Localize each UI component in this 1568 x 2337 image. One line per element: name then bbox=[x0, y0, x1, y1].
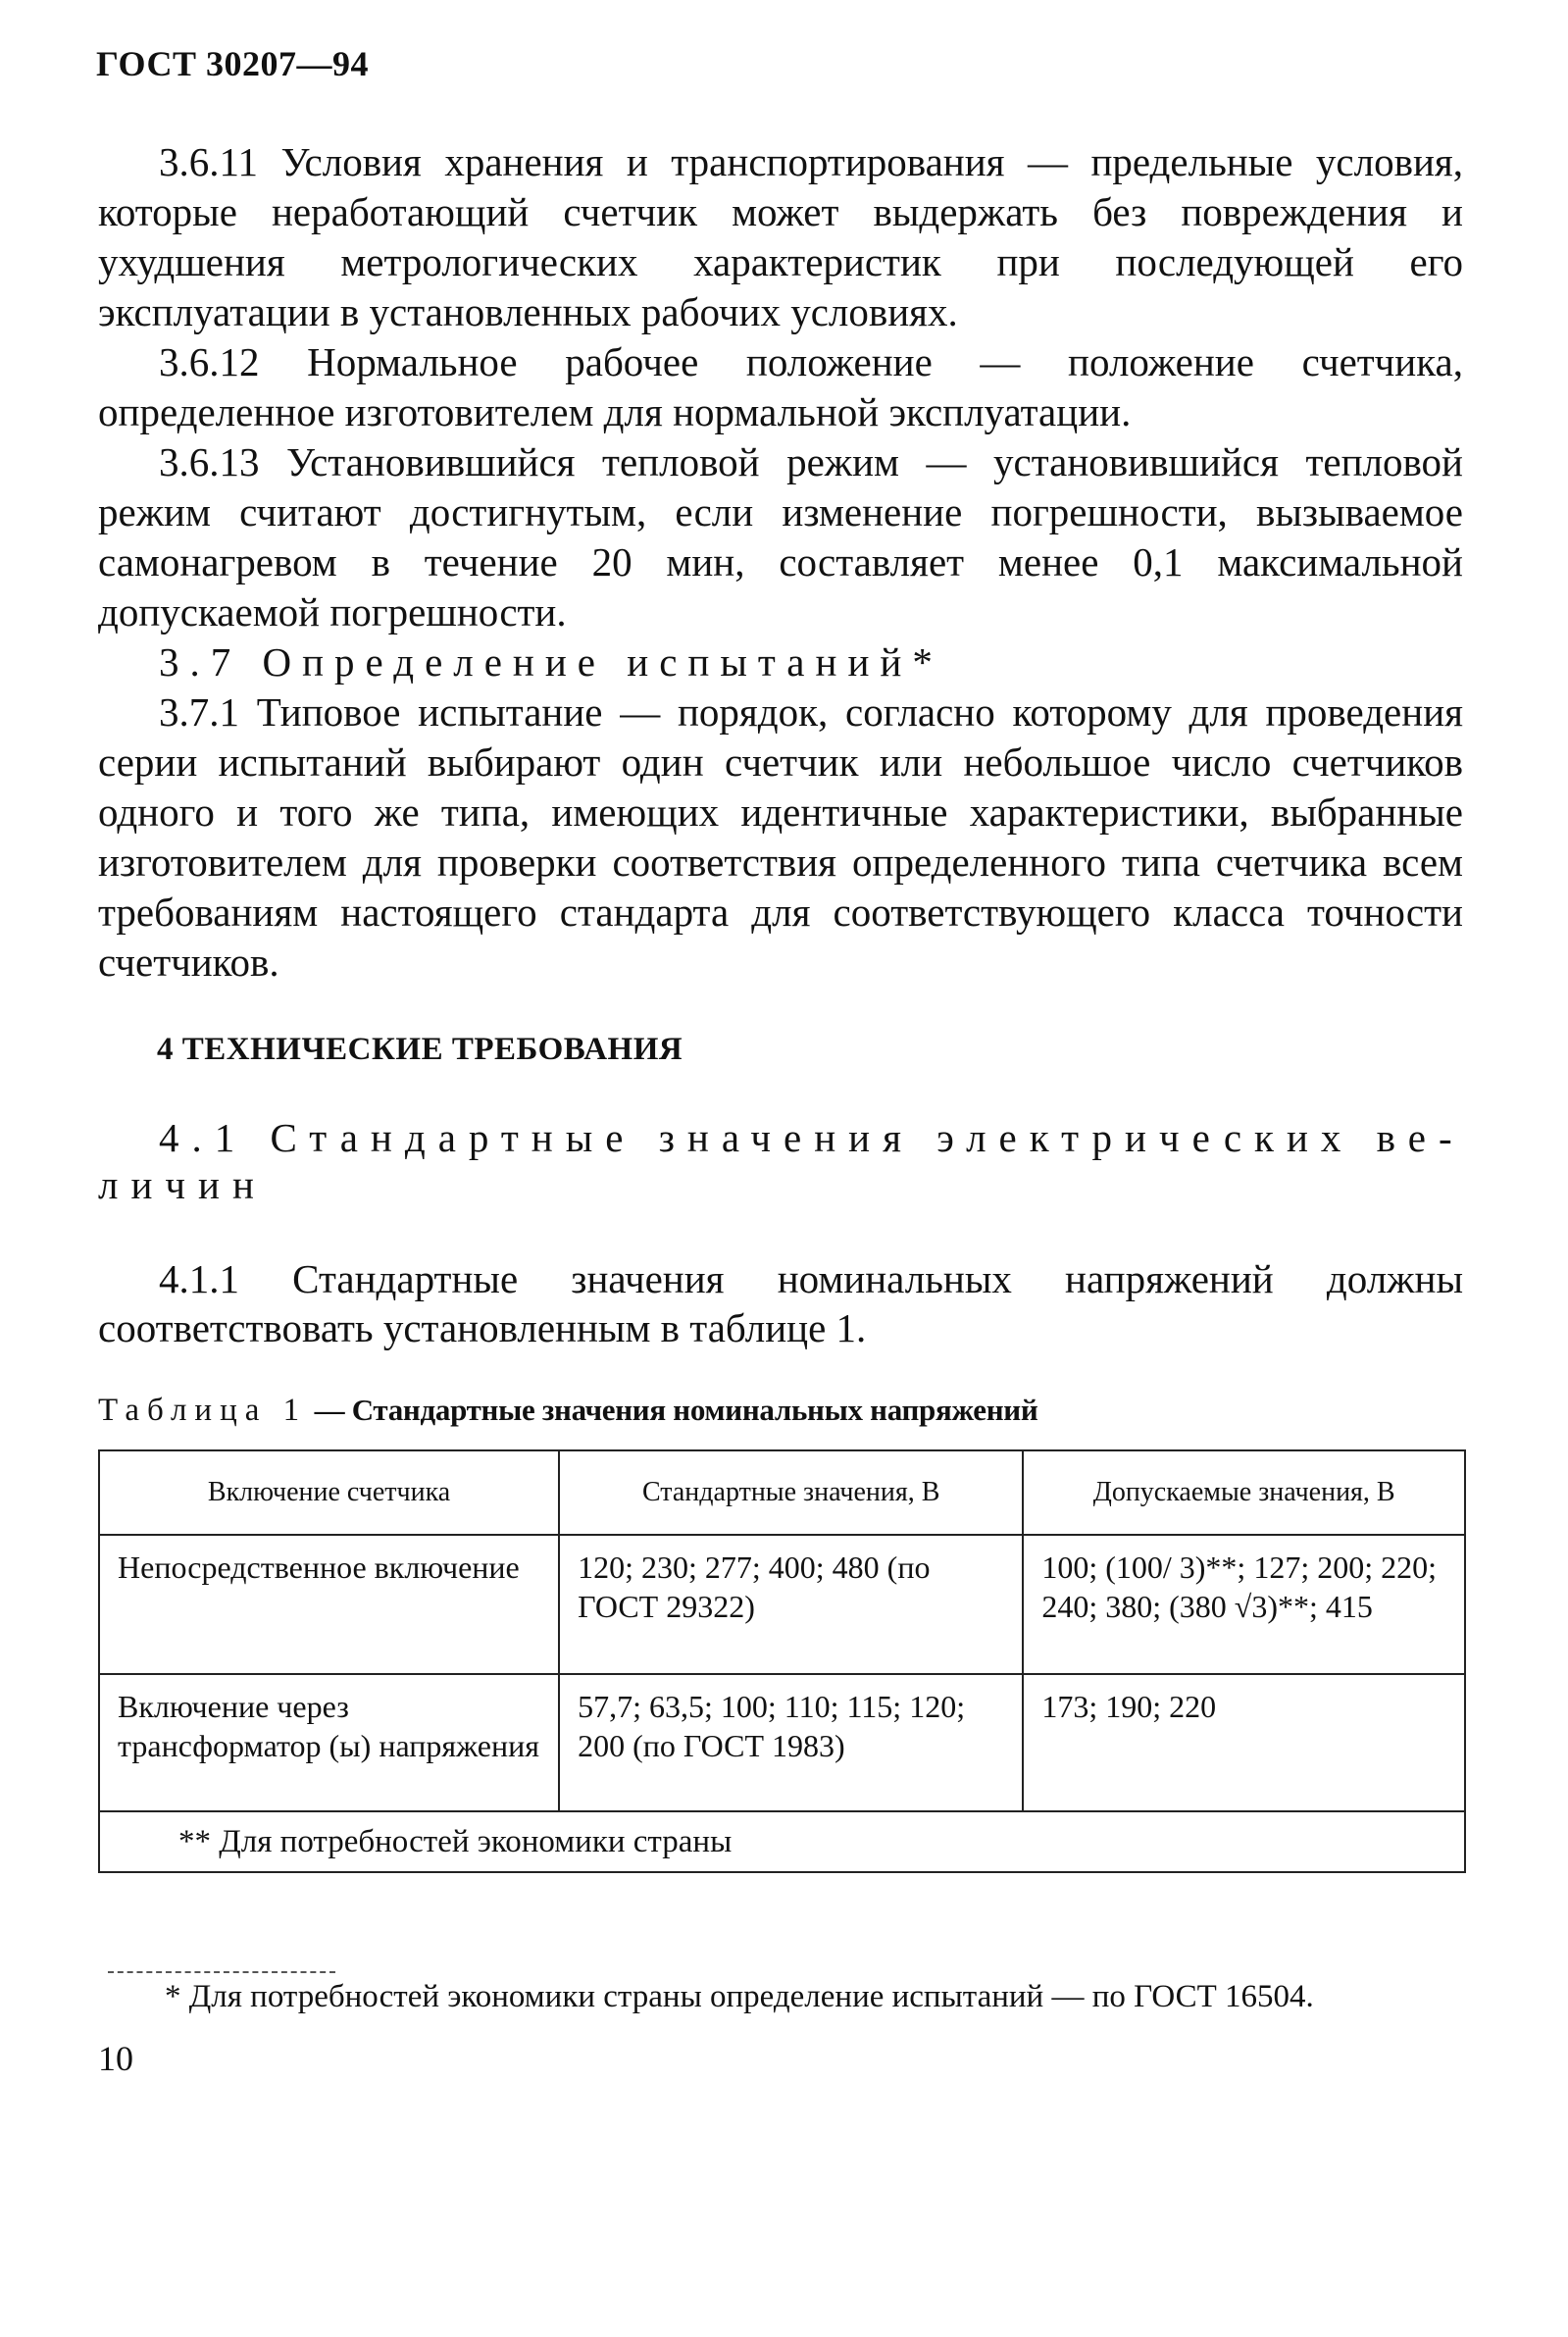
paragraph-3-6-12: 3.6.12 Нормальное рабочее положение — положение счетчика, определенное изготовителем для нормальной эксплуатации. bbox=[98, 339, 1463, 434]
voltage-table bbox=[98, 1449, 1466, 1873]
paragraph-3-7-1: 3.7.1 Типовое испытание — порядок, согласно которому для проведения серии испытаний выбирают один счетчик или небольшое число счетчиков одного и того же типа, имеющих идентичные характеристики, выбранные изготовителем для проверки соответствия определенного типа счетчика всем требованиям настоящего стандарта для соответствующего класса точности счетчиков. bbox=[98, 689, 1463, 985]
table-cell: 120; 230; 277; 400; 480 (по ГОСТ 29322) bbox=[559, 1535, 1023, 1674]
table-row bbox=[99, 1674, 1465, 1804]
table-cell: Включение через трансформатор (ы) напряжения bbox=[99, 1674, 559, 1804]
table-header-cell: Допускаемые значения, В bbox=[1023, 1450, 1465, 1535]
table-caption bbox=[98, 1393, 1037, 1429]
table-caption-label: Таблица 1 bbox=[98, 1393, 308, 1428]
subheading-4-1-line1: 4.1 Стандартные значения электрических ве- bbox=[159, 1115, 1465, 1160]
table-spacer-cell bbox=[99, 1804, 559, 1811]
table-cell: 173; 190; 220 bbox=[1023, 1674, 1465, 1811]
page-number: 10 bbox=[98, 2039, 133, 2078]
subheading-4-1 bbox=[98, 1114, 1463, 1208]
table-cell: 100; (100/ 3)**; 127; 200; 220; 240; 380; (380 √3)**; 415 bbox=[1023, 1535, 1465, 1674]
table-cell: Непосредственное включение bbox=[99, 1535, 559, 1674]
table-header-cell: Включение счетчика bbox=[99, 1450, 559, 1535]
subheading-3-7: 3.7 Определение испытаний* bbox=[159, 639, 943, 685]
paragraph-3-6-11: 3.6.11 Условия хранения и транспортирования — предельные условия, которые неработающий счетчик может выдержать без повреждения и ухудшения метрологических характеристик при последующей его эксплуатации в установленных рабочих условиях. bbox=[98, 139, 1463, 334]
table-note-row bbox=[99, 1811, 1465, 1872]
section-title: 4 ТЕХНИЧЕСКИЕ ТРЕБОВАНИЯ bbox=[157, 1032, 683, 1067]
paragraph-4-1-1: 4.1.1 Стандартные значения номинальных напряжений должны соответствовать установленным в таблице 1. bbox=[98, 1256, 1463, 1350]
document-header: ГОСТ 30207—94 bbox=[96, 44, 369, 83]
table-caption-title: — Стандартные значения номинальных напряжений bbox=[307, 1393, 1038, 1427]
body-text-block bbox=[98, 137, 1463, 988]
table-note: ** Для потребностей экономики страны bbox=[99, 1811, 1465, 1872]
table-row bbox=[99, 1535, 1465, 1674]
table-header-row bbox=[99, 1450, 1465, 1535]
footnote-divider bbox=[108, 1971, 335, 1973]
table-spacer-cell bbox=[559, 1804, 1023, 1811]
subheading-4-1-line2: личин bbox=[98, 1162, 267, 1207]
table-cell: 57,7; 63,5; 100; 110; 115; 120; 200 (по ГОСТ 1983) bbox=[559, 1674, 1023, 1804]
paragraph-3-6-13: 3.6.13 Установившийся тепловой режим — установившийся тепловой режим считают достигнутым, если изменение погрешности, вызываемое самонагревом в течение 20 мин, составляет менее 0,1 максимальной допускаемой погрешности. bbox=[98, 439, 1463, 635]
footnote: * Для потребностей экономики страны определение испытаний — по ГОСТ 16504. bbox=[165, 1979, 1314, 2014]
table-header-cell: Стандартные значения, В bbox=[559, 1450, 1023, 1535]
